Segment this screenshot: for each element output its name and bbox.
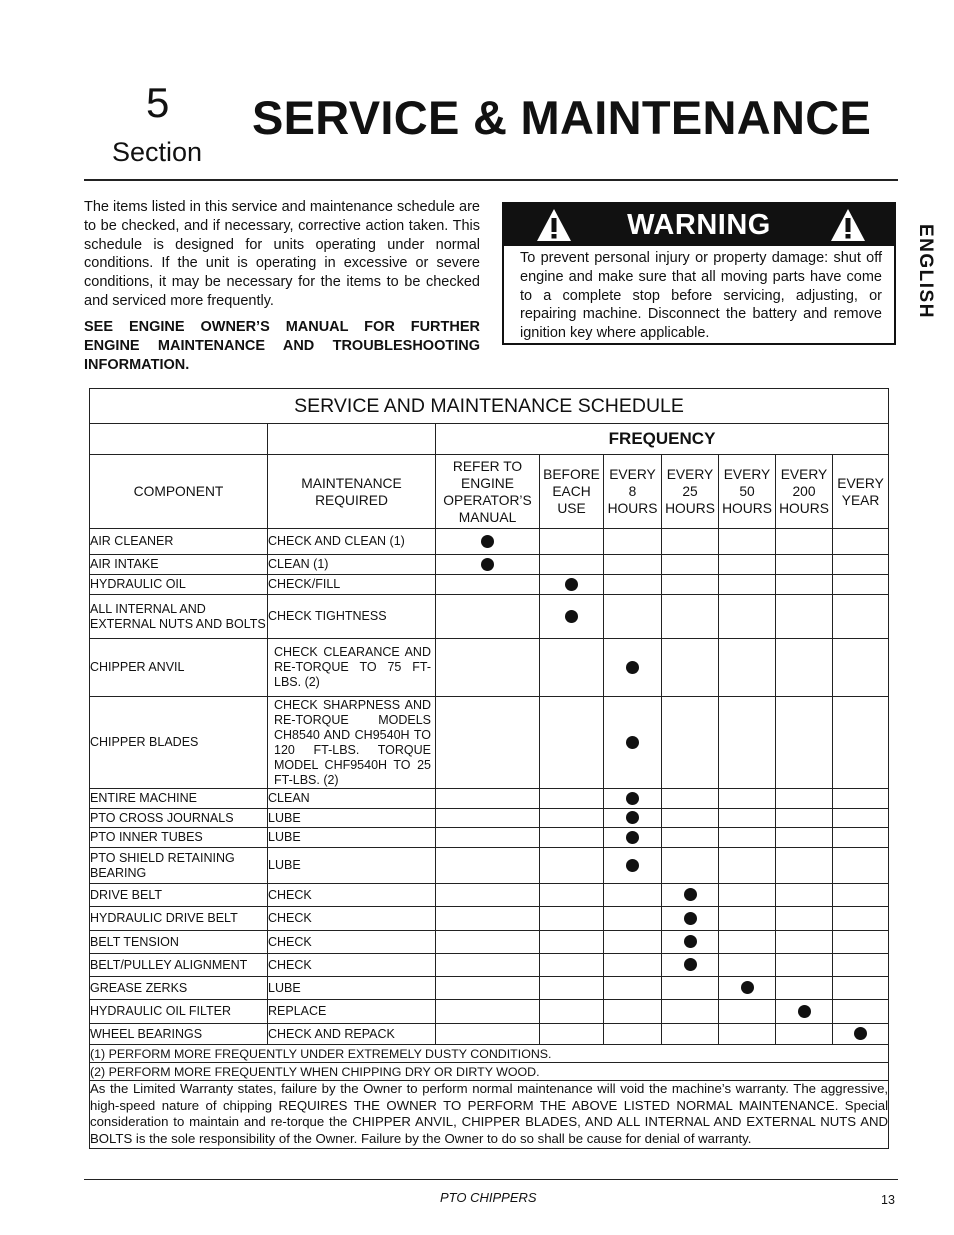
frequency-cell [719, 639, 776, 697]
frequency-cell [540, 884, 604, 907]
frequency-cell [540, 1024, 604, 1045]
frequency-cell [776, 529, 833, 555]
frequency-cell [719, 848, 776, 884]
table-row [90, 828, 889, 848]
frequency-cell [776, 1000, 833, 1024]
frequency-cell [436, 828, 540, 848]
table-row [90, 954, 889, 977]
frequency-cell [540, 639, 604, 697]
schedule-dot-icon [626, 811, 639, 824]
column-header-every-year: EVERY YEAR [833, 455, 889, 529]
frequency-cell [719, 977, 776, 1000]
component-cell: WHEEL BEARINGS [90, 1024, 268, 1045]
column-header-every-200-hours: EVERY 200 HOURS [776, 455, 833, 529]
frequency-cell [540, 595, 604, 639]
table-row [90, 575, 889, 595]
table-row [90, 555, 889, 575]
schedule-dot-icon [684, 958, 697, 971]
footnote-row [90, 1063, 889, 1081]
frequency-cell [833, 931, 889, 954]
frequency-cell [776, 848, 833, 884]
frequency-cell [662, 595, 719, 639]
frequency-cell [604, 954, 662, 977]
column-header-before-each-use: BEFORE EACH USE [540, 455, 604, 529]
schedule-dot-icon [626, 736, 639, 749]
column-header-maintenance: MAINTENANCE REQUIRED [268, 455, 436, 529]
warning-triangle-icon [830, 208, 866, 242]
frequency-cell [833, 555, 889, 575]
frequency-cell [436, 639, 540, 697]
frequency-cell [662, 1024, 719, 1045]
table-row [90, 977, 889, 1000]
maintenance-cell: CHECK [268, 954, 436, 977]
frequency-cell [436, 1024, 540, 1045]
component-cell: AIR CLEANER [90, 529, 268, 555]
schedule-dot-icon [626, 792, 639, 805]
frequency-cell [662, 575, 719, 595]
frequency-cell [604, 639, 662, 697]
frequency-cell [833, 595, 889, 639]
frequency-cell [540, 1000, 604, 1024]
frequency-cell [662, 931, 719, 954]
maintenance-cell: CLEAN (1) [268, 555, 436, 575]
frequency-cell [833, 907, 889, 931]
frequency-cell [540, 954, 604, 977]
frequency-cell [436, 884, 540, 907]
component-cell: DRIVE BELT [90, 884, 268, 907]
frequency-cell [719, 595, 776, 639]
schedule-dot-icon [684, 888, 697, 901]
frequency-cell [719, 529, 776, 555]
table-row [90, 848, 889, 884]
maintenance-cell: CHECK [268, 884, 436, 907]
frequency-cell [833, 789, 889, 809]
component-cell: CHIPPER BLADES [90, 697, 268, 789]
maintenance-cell: CHECK [268, 931, 436, 954]
frequency-cell [436, 595, 540, 639]
frequency-cell [833, 977, 889, 1000]
frequency-cell [833, 828, 889, 848]
warning-text: To prevent personal injury or property damage: shut off engine and make sure that all moving parts have come to a complete stop before servicing, adjusting, or repairing machine. Disconnect the battery and remove ignition key where applicable. [520, 250, 882, 342]
language-tab: ENGLISH [915, 224, 936, 319]
frequency-cell [436, 931, 540, 954]
table-row [90, 789, 889, 809]
frequency-cell [833, 529, 889, 555]
frequency-cell [662, 884, 719, 907]
frequency-cell [604, 848, 662, 884]
frequency-cell [604, 555, 662, 575]
frequency-cell [540, 575, 604, 595]
frequency-cell [604, 595, 662, 639]
frequency-cell [833, 848, 889, 884]
section-number: 5 [146, 79, 170, 126]
warning-header [504, 204, 894, 246]
schedule-dot-icon [684, 935, 697, 948]
frequency-cell [436, 1000, 540, 1024]
frequency-header: FREQUENCY [436, 424, 889, 455]
warranty-row [90, 1081, 889, 1149]
column-header-every-50-hours: EVERY 50 HOURS [719, 455, 776, 529]
schedule-dot-icon [626, 859, 639, 872]
frequency-cell [662, 907, 719, 931]
table-row [90, 639, 889, 697]
component-cell: PTO INNER TUBES [90, 828, 268, 848]
frequency-cell [719, 954, 776, 977]
table-row [90, 809, 889, 828]
frequency-cell [719, 809, 776, 828]
frequency-cell [776, 907, 833, 931]
maintenance-cell: CHECK CLEARANCE AND RE-TORQUE TO 75 FT-LBS. (2) [268, 639, 436, 697]
table-row [90, 1024, 889, 1045]
schedule-title: SERVICE AND MAINTENANCE SCHEDULE [90, 389, 889, 424]
frequency-cell [776, 884, 833, 907]
frequency-cell [540, 828, 604, 848]
component-cell: CHIPPER ANVIL [90, 639, 268, 697]
frequency-cell [662, 1000, 719, 1024]
frequency-cell [719, 907, 776, 931]
blank-header-cell [90, 424, 268, 455]
frequency-cell [540, 555, 604, 575]
schedule-dot-icon [798, 1005, 811, 1018]
frequency-cell [604, 809, 662, 828]
frequency-cell [776, 977, 833, 1000]
page-number: 13 [881, 1193, 895, 1207]
header-rule [84, 179, 898, 181]
component-cell: BELT/PULLEY ALIGNMENT [90, 954, 268, 977]
intro-paragraph: The items listed in this service and maintenance schedule are to be checked, and if necessary, corrective action taken. This schedule is designed for units operating under normal conditions. If the unit is operating in excessive or severe conditions, it may be necessary for the items to be checked and serviced more frequently. [84, 199, 480, 309]
maintenance-cell: LUBE [268, 977, 436, 1000]
component-cell: ALL INTERNAL AND EXTERNAL NUTS AND BOLTS [90, 595, 268, 639]
warning-title: WARNING [627, 208, 771, 241]
schedule-dot-icon [626, 661, 639, 674]
frequency-cell [540, 907, 604, 931]
frequency-cell [776, 828, 833, 848]
frequency-cell [436, 954, 540, 977]
frequency-cell [604, 884, 662, 907]
frequency-cell [436, 697, 540, 789]
footnote-text: (1) PERFORM MORE FREQUENTLY UNDER EXTREMELY DUSTY CONDITIONS. [90, 1045, 889, 1063]
frequency-cell [776, 575, 833, 595]
frequency-cell [833, 575, 889, 595]
frequency-cell [662, 977, 719, 1000]
frequency-cell [719, 884, 776, 907]
frequency-cell [719, 789, 776, 809]
table-row [90, 884, 889, 907]
frequency-cell [540, 697, 604, 789]
frequency-cell [604, 529, 662, 555]
schedule-dot-icon [684, 912, 697, 925]
frequency-cell [604, 931, 662, 954]
frequency-cell [604, 907, 662, 931]
frequency-cell [719, 1000, 776, 1024]
frequency-cell [776, 809, 833, 828]
table-row [90, 697, 889, 789]
frequency-cell [719, 697, 776, 789]
frequency-cell [719, 931, 776, 954]
frequency-cell [833, 809, 889, 828]
frequency-cell [662, 954, 719, 977]
frequency-cell [436, 977, 540, 1000]
frequency-cell [604, 697, 662, 789]
frequency-cell [776, 555, 833, 575]
blank-header-cell [268, 424, 436, 455]
column-header-every-8-hours: EVERY 8 HOURS [604, 455, 662, 529]
maintenance-cell: LUBE [268, 828, 436, 848]
frequency-cell [833, 884, 889, 907]
schedule-dot-icon [565, 578, 578, 591]
frequency-cell [719, 1024, 776, 1045]
frequency-cell [662, 697, 719, 789]
frequency-cell [719, 575, 776, 595]
frequency-cell [604, 1024, 662, 1045]
frequency-cell [833, 954, 889, 977]
footnote-row [90, 1045, 889, 1063]
component-cell: GREASE ZERKS [90, 977, 268, 1000]
schedule-dot-icon [741, 981, 754, 994]
frequency-cell [604, 789, 662, 809]
maintenance-cell: CHECK AND REPACK [268, 1024, 436, 1045]
column-header-component: COMPONENT [90, 455, 268, 529]
footer-rule [84, 1179, 898, 1180]
component-cell: PTO CROSS JOURNALS [90, 809, 268, 828]
page-title: SERVICE & MAINTENANCE [252, 91, 872, 144]
footnote-text: (2) PERFORM MORE FREQUENTLY WHEN CHIPPING DRY OR DIRTY WOOD. [90, 1063, 889, 1081]
frequency-cell [540, 977, 604, 1000]
frequency-cell [540, 848, 604, 884]
table-row [90, 1000, 889, 1024]
component-cell: BELT TENSION [90, 931, 268, 954]
frequency-cell [436, 555, 540, 575]
frequency-cell [833, 697, 889, 789]
section-label: Section [112, 137, 203, 167]
schedule-dot-icon [481, 535, 494, 548]
warranty-statement: As the Limited Warranty states, failure by the Owner to perform normal maintenance will void the machine’s warranty. The aggressive, high-speed nature of chipping REQUIRES THE OWNER TO PERFORM THE ABOVE LISTED NORMAL MAINTENANCE. Special consideration to maintain and re-torque the CHIPPER ANVIL, CHIPPER BLADES, AND ALL INTERNAL AND EXTERNAL NUTS AND BOLTS is the sole responsibility of the Owner. Failure by the Owner to do so shall be cause for denial of warranty. [90, 1081, 889, 1149]
intro-bold-note: SEE ENGINE OWNER’S MANUAL FOR FURTHER ENGINE MAINTENANCE AND TROUBLESHOOTING INFORMATION. [84, 319, 480, 373]
frequency-cell [540, 809, 604, 828]
frequency-cell [540, 931, 604, 954]
column-header-every-25-hours: EVERY 25 HOURS [662, 455, 719, 529]
maintenance-cell: LUBE [268, 809, 436, 828]
maintenance-cell: CHECK [268, 907, 436, 931]
warning-box [502, 202, 896, 345]
column-header-engine-manual: REFER TO ENGINE OPERATOR’S MANUAL [436, 455, 540, 529]
frequency-cell [776, 639, 833, 697]
component-cell: PTO SHIELD RETAINING BEARING [90, 848, 268, 884]
frequency-cell [604, 575, 662, 595]
frequency-cell [604, 828, 662, 848]
frequency-cell [662, 828, 719, 848]
maintenance-cell: CHECK SHARPNESS AND RE-TORQUE MODELS CH8540 AND CH9540H TO 120 FT-LBS. TORQUE MODEL CHF9540H TO 25 FT-LBS. (2) [268, 697, 436, 789]
frequency-cell [662, 529, 719, 555]
frequency-cell [662, 848, 719, 884]
frequency-cell [540, 529, 604, 555]
frequency-cell [719, 555, 776, 575]
frequency-cell [776, 789, 833, 809]
frequency-cell [662, 789, 719, 809]
footer-title: PTO CHIPPERS [440, 1190, 537, 1205]
frequency-cell [833, 639, 889, 697]
frequency-cell [436, 529, 540, 555]
frequency-cell [436, 789, 540, 809]
table-row [90, 931, 889, 954]
frequency-cell [833, 1024, 889, 1045]
maintenance-cell: CHECK AND CLEAN (1) [268, 529, 436, 555]
frequency-cell [776, 697, 833, 789]
component-cell: HYDRAULIC OIL FILTER [90, 1000, 268, 1024]
frequency-cell [436, 907, 540, 931]
frequency-cell [604, 1000, 662, 1024]
frequency-cell [776, 1024, 833, 1045]
component-cell: AIR INTAKE [90, 555, 268, 575]
frequency-cell [662, 809, 719, 828]
frequency-cell [776, 954, 833, 977]
maintenance-cell: CLEAN [268, 789, 436, 809]
component-cell: HYDRAULIC DRIVE BELT [90, 907, 268, 931]
schedule-dot-icon [481, 558, 494, 571]
frequency-cell [436, 809, 540, 828]
frequency-cell [662, 639, 719, 697]
maintenance-cell: LUBE [268, 848, 436, 884]
maintenance-cell: REPLACE [268, 1000, 436, 1024]
table-row [90, 907, 889, 931]
schedule-dot-icon [854, 1027, 867, 1040]
component-cell: HYDRAULIC OIL [90, 575, 268, 595]
warning-triangle-icon [536, 208, 572, 242]
frequency-cell [776, 595, 833, 639]
frequency-cell [540, 789, 604, 809]
schedule-dot-icon [626, 831, 639, 844]
frequency-cell [436, 848, 540, 884]
table-row [90, 595, 889, 639]
maintenance-cell: CHECK TIGHTNESS [268, 595, 436, 639]
maintenance-cell: CHECK/FILL [268, 575, 436, 595]
maintenance-schedule-table [89, 388, 889, 1149]
frequency-cell [662, 555, 719, 575]
frequency-cell [604, 977, 662, 1000]
frequency-cell [719, 828, 776, 848]
frequency-cell [833, 1000, 889, 1024]
schedule-dot-icon [565, 610, 578, 623]
component-cell: ENTIRE MACHINE [90, 789, 268, 809]
table-row [90, 529, 889, 555]
frequency-cell [776, 931, 833, 954]
frequency-cell [436, 575, 540, 595]
